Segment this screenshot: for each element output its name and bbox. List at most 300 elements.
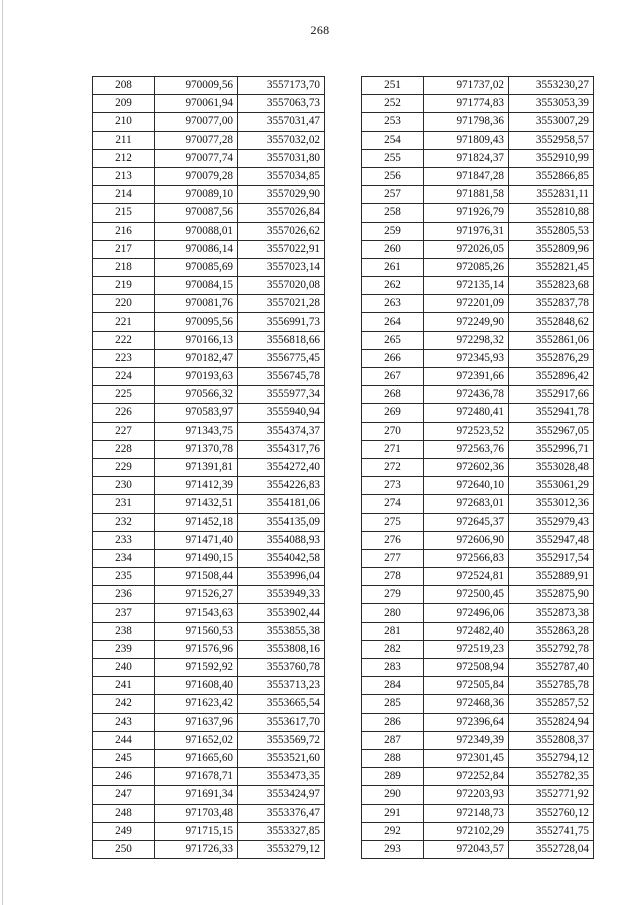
coordinate-y: 3552792,78: [509, 640, 594, 658]
coordinate-x: 970077,00: [155, 113, 238, 131]
point-number: 252: [362, 95, 424, 113]
coordinate-x: 970085,69: [155, 258, 238, 276]
coordinate-y: 3552787,40: [509, 659, 594, 677]
point-number: 229: [93, 458, 155, 476]
table-row: [93, 713, 325, 731]
point-number: 218: [93, 258, 155, 276]
table-row: [362, 77, 594, 95]
table-row: [362, 568, 594, 586]
table-row: [93, 295, 325, 313]
table-row: [362, 677, 594, 695]
point-number: 273: [362, 477, 424, 495]
coordinate-y: 3552857,52: [509, 695, 594, 713]
coordinate-x: 971798,36: [424, 113, 509, 131]
coordinate-y: 3553569,72: [238, 731, 325, 749]
coordinate-x: 972505,84: [424, 677, 509, 695]
coordinate-x: 972148,73: [424, 804, 509, 822]
coordinate-y: 3552821,45: [509, 258, 594, 276]
coordinate-x: 971824,37: [424, 149, 509, 167]
coordinate-x: 972523,52: [424, 422, 509, 440]
coordinate-x: 972135,14: [424, 277, 509, 295]
coordinate-y: 3553424,97: [238, 786, 325, 804]
coordinate-y: 3554181,06: [238, 495, 325, 513]
coordinate-x: 971370,78: [155, 440, 238, 458]
coordinate-y: 3557026,62: [238, 222, 325, 240]
point-number: 277: [362, 549, 424, 567]
point-number: 255: [362, 149, 424, 167]
coordinate-y: 3552875,90: [509, 586, 594, 604]
coordinate-x: 971726,33: [155, 840, 238, 858]
table-row: [93, 513, 325, 531]
coordinate-x: 971412,39: [155, 477, 238, 495]
coordinate-y: 3556818,66: [238, 331, 325, 349]
table-row: [362, 786, 594, 804]
coordinate-y: 3553902,44: [238, 604, 325, 622]
point-number: 223: [93, 349, 155, 367]
coordinate-x: 972436,78: [424, 386, 509, 404]
coordinate-x: 970087,56: [155, 204, 238, 222]
coordinate-x: 972085,26: [424, 258, 509, 276]
coordinate-y: 3553665,54: [238, 695, 325, 713]
point-number: 238: [93, 622, 155, 640]
table-row: [93, 749, 325, 767]
coordinate-x: 971809,43: [424, 131, 509, 149]
table-row: [362, 95, 594, 113]
point-number: 270: [362, 422, 424, 440]
point-number: 284: [362, 677, 424, 695]
table-row: [362, 386, 594, 404]
coordinate-y: 3552876,29: [509, 349, 594, 367]
table-row: [362, 331, 594, 349]
coordinate-x: 971703,48: [155, 804, 238, 822]
point-number: 216: [93, 222, 155, 240]
point-number: 211: [93, 131, 155, 149]
table-row: [362, 368, 594, 386]
point-number: 210: [93, 113, 155, 131]
coordinate-y: 3555977,34: [238, 386, 325, 404]
table-row: [93, 822, 325, 840]
coordinate-y: 3552809,96: [509, 240, 594, 258]
coordinate-y: 3556775,45: [238, 349, 325, 367]
coordinate-y: 3553327,85: [238, 822, 325, 840]
table-row: [362, 204, 594, 222]
point-number: 227: [93, 422, 155, 440]
point-number: 226: [93, 404, 155, 422]
coordinate-y: 3552863,28: [509, 622, 594, 640]
scan-left-edge: [2, 0, 3, 905]
point-number: 264: [362, 313, 424, 331]
table-row: [93, 804, 325, 822]
coordinate-y: 3552810,88: [509, 204, 594, 222]
table-row: [93, 186, 325, 204]
point-number: 213: [93, 167, 155, 185]
table-row: [93, 349, 325, 367]
point-number: 289: [362, 768, 424, 786]
coordinate-y: 3552808,37: [509, 731, 594, 749]
point-number: 279: [362, 586, 424, 604]
point-number: 259: [362, 222, 424, 240]
coordinate-y: 3557032,02: [238, 131, 325, 149]
table-row: [362, 222, 594, 240]
table-row: [362, 604, 594, 622]
table-row: [362, 749, 594, 767]
coordinate-y: 3552979,43: [509, 513, 594, 531]
coordinate-y: 3552910,99: [509, 149, 594, 167]
coordinate-x: 970088,01: [155, 222, 238, 240]
coordinate-y: 3554135,09: [238, 513, 325, 531]
coordinate-x: 971847,28: [424, 167, 509, 185]
point-number: 248: [93, 804, 155, 822]
coordinate-y: 3553760,78: [238, 659, 325, 677]
table-row: [93, 495, 325, 513]
table-row: [362, 513, 594, 531]
table-row: [362, 349, 594, 367]
point-number: 221: [93, 313, 155, 331]
point-number: 256: [362, 167, 424, 185]
coordinate-x: 970182,47: [155, 349, 238, 367]
coordinate-y: 3552896,42: [509, 368, 594, 386]
table-row: [362, 186, 594, 204]
coordinate-x: 971652,02: [155, 731, 238, 749]
coordinate-y: 3553808,16: [238, 640, 325, 658]
coordinate-y: 3554272,40: [238, 458, 325, 476]
coordinate-x: 972203,93: [424, 786, 509, 804]
point-number: 291: [362, 804, 424, 822]
point-number: 215: [93, 204, 155, 222]
coordinate-y: 3552947,48: [509, 531, 594, 549]
point-number: 287: [362, 731, 424, 749]
coordinate-x: 972102,29: [424, 822, 509, 840]
point-number: 286: [362, 713, 424, 731]
table-row: [362, 240, 594, 258]
coordinate-y: 3552917,54: [509, 549, 594, 567]
coordinate-y: 3552741,75: [509, 822, 594, 840]
coordinate-x: 971926,79: [424, 204, 509, 222]
coordinate-y: 3554226,83: [238, 477, 325, 495]
point-number: 247: [93, 786, 155, 804]
coordinate-x: 972252,84: [424, 768, 509, 786]
coordinate-x: 972566,83: [424, 549, 509, 567]
table-row: [93, 477, 325, 495]
coordinate-x: 972201,09: [424, 295, 509, 313]
coordinate-x: 971608,40: [155, 677, 238, 695]
table-row: [362, 531, 594, 549]
coordinate-y: 3557034,85: [238, 167, 325, 185]
table-row: [93, 386, 325, 404]
point-number: 242: [93, 695, 155, 713]
coordinate-x: 970089,10: [155, 186, 238, 204]
table-row: [93, 549, 325, 567]
table-row: [362, 258, 594, 276]
table-row: [93, 313, 325, 331]
coordinate-x: 972026,05: [424, 240, 509, 258]
coordinate-x: 971715,15: [155, 822, 238, 840]
table-row: [93, 695, 325, 713]
coordinate-x: 972298,32: [424, 331, 509, 349]
coordinate-y: 3552771,92: [509, 786, 594, 804]
coordinate-y: 3552785,78: [509, 677, 594, 695]
point-number: 243: [93, 713, 155, 731]
coordinate-y: 3557021,28: [238, 295, 325, 313]
point-number: 217: [93, 240, 155, 258]
coordinate-x: 971490,15: [155, 549, 238, 567]
point-number: 228: [93, 440, 155, 458]
point-number: 271: [362, 440, 424, 458]
coordinate-y: 3553996,04: [238, 568, 325, 586]
coordinate-x: 970084,15: [155, 277, 238, 295]
coordinate-x: 970166,13: [155, 331, 238, 349]
table-row: [362, 640, 594, 658]
table-row: [93, 640, 325, 658]
point-number: 209: [93, 95, 155, 113]
table-row: [362, 804, 594, 822]
point-number: 220: [93, 295, 155, 313]
coordinate-y: 3552941,78: [509, 404, 594, 422]
coordinate-y: 3553949,33: [238, 586, 325, 604]
point-number: 225: [93, 386, 155, 404]
point-number: 278: [362, 568, 424, 586]
coordinate-x: 972524,81: [424, 568, 509, 586]
coordinate-x: 970079,28: [155, 167, 238, 185]
point-number: 292: [362, 822, 424, 840]
point-number: 230: [93, 477, 155, 495]
table-row: [93, 77, 325, 95]
coordinate-y: 3553473,35: [238, 768, 325, 786]
point-number: 212: [93, 149, 155, 167]
table-row: [362, 149, 594, 167]
point-number: 231: [93, 495, 155, 513]
coordinate-x: 970095,56: [155, 313, 238, 331]
coordinate-y: 3557026,84: [238, 204, 325, 222]
coordinate-x: 972606,90: [424, 531, 509, 549]
coordinate-x: 971637,96: [155, 713, 238, 731]
point-number: 237: [93, 604, 155, 622]
coordinate-y: 3553855,38: [238, 622, 325, 640]
coordinate-x: 971737,02: [424, 77, 509, 95]
coordinate-y: 3553376,47: [238, 804, 325, 822]
coordinate-y: 3552823,68: [509, 277, 594, 295]
table-row: [93, 113, 325, 131]
table-row: [362, 404, 594, 422]
table-row: [362, 549, 594, 567]
point-number: 244: [93, 731, 155, 749]
coordinate-y: 3554088,93: [238, 531, 325, 549]
coordinate-x: 972349,39: [424, 731, 509, 749]
coordinate-y: 3552837,78: [509, 295, 594, 313]
table-row: [362, 586, 594, 604]
coordinate-x: 971976,31: [424, 222, 509, 240]
coordinate-y: 3553028,48: [509, 458, 594, 476]
coordinate-y: 3557029,90: [238, 186, 325, 204]
coordinate-y: 3552873,38: [509, 604, 594, 622]
table-row: [362, 167, 594, 185]
coordinate-x: 972683,01: [424, 495, 509, 513]
coordinate-y: 3554317,76: [238, 440, 325, 458]
point-number: 245: [93, 749, 155, 767]
point-number: 260: [362, 240, 424, 258]
table-row: [362, 313, 594, 331]
coordinate-y: 3556991,73: [238, 313, 325, 331]
coordinate-x: 972519,23: [424, 640, 509, 658]
point-number: 224: [93, 368, 155, 386]
coordinate-x: 971508,44: [155, 568, 238, 586]
point-number: 232: [93, 513, 155, 531]
point-number: 233: [93, 531, 155, 549]
table-row: [362, 440, 594, 458]
coordinate-x: 971881,58: [424, 186, 509, 204]
page-number: 268: [310, 23, 330, 37]
coordinate-y: 3553279,12: [238, 840, 325, 858]
table-row: [93, 677, 325, 695]
point-number: 263: [362, 295, 424, 313]
coordinate-x: 970566,32: [155, 386, 238, 404]
table-row: [93, 204, 325, 222]
table-row: [362, 477, 594, 495]
coordinate-y: 3557023,14: [238, 258, 325, 276]
point-number: 293: [362, 840, 424, 858]
coordinate-y: 3552794,12: [509, 749, 594, 767]
point-number: 253: [362, 113, 424, 131]
point-number: 241: [93, 677, 155, 695]
coordinate-x: 971526,27: [155, 586, 238, 604]
coordinate-x: 971471,40: [155, 531, 238, 549]
coordinate-y: 3557022,91: [238, 240, 325, 258]
table-row: [93, 240, 325, 258]
table-row: [362, 131, 594, 149]
coordinate-x: 972043,57: [424, 840, 509, 858]
coordinate-y: 3552958,57: [509, 131, 594, 149]
point-number: 214: [93, 186, 155, 204]
coordinate-x: 971391,81: [155, 458, 238, 476]
table-row: [93, 422, 325, 440]
coordinate-x: 972480,41: [424, 404, 509, 422]
point-number: 246: [93, 768, 155, 786]
point-number: 283: [362, 659, 424, 677]
coordinate-x: 971774,83: [424, 95, 509, 113]
coordinate-y: 3552824,94: [509, 713, 594, 731]
table-row: [93, 258, 325, 276]
point-number: 272: [362, 458, 424, 476]
point-number: 266: [362, 349, 424, 367]
coordinate-x: 972508,94: [424, 659, 509, 677]
point-number: 257: [362, 186, 424, 204]
coordinate-x: 972602,36: [424, 458, 509, 476]
point-number: 262: [362, 277, 424, 295]
point-number: 236: [93, 586, 155, 604]
point-number: 251: [362, 77, 424, 95]
coordinate-x: 972396,64: [424, 713, 509, 731]
coordinate-x: 972645,37: [424, 513, 509, 531]
point-number: 274: [362, 495, 424, 513]
table-row: [93, 568, 325, 586]
coordinate-y: 3554042,58: [238, 549, 325, 567]
table-row: [93, 768, 325, 786]
table-row: [93, 786, 325, 804]
point-number: 281: [362, 622, 424, 640]
point-number: 276: [362, 531, 424, 549]
coordinate-x: 971560,53: [155, 622, 238, 640]
coordinate-y: 3552728,04: [509, 840, 594, 858]
table-row: [93, 440, 325, 458]
table-row: [362, 622, 594, 640]
point-number: 288: [362, 749, 424, 767]
table-row: [93, 659, 325, 677]
coordinate-y: 3553061,29: [509, 477, 594, 495]
table-row: [362, 277, 594, 295]
coordinate-x: 970583,97: [155, 404, 238, 422]
point-number: 269: [362, 404, 424, 422]
coordinate-y: 3557173,70: [238, 77, 325, 95]
coordinate-y: 3557031,80: [238, 149, 325, 167]
point-number: 282: [362, 640, 424, 658]
point-number: 240: [93, 659, 155, 677]
table-row: [93, 840, 325, 858]
coordinate-y: 3557063,73: [238, 95, 325, 113]
coordinate-x: 972345,93: [424, 349, 509, 367]
coordinate-x: 970009,56: [155, 77, 238, 95]
point-number: 239: [93, 640, 155, 658]
coordinate-x: 970077,74: [155, 149, 238, 167]
table-row: [362, 768, 594, 786]
table-row: [362, 495, 594, 513]
coordinate-y: 3556745,78: [238, 368, 325, 386]
coordinate-x: 971691,34: [155, 786, 238, 804]
coordinate-x: 972496,06: [424, 604, 509, 622]
table-row: [93, 458, 325, 476]
table-row: [93, 731, 325, 749]
coordinate-y: 3553713,23: [238, 677, 325, 695]
point-number: 249: [93, 822, 155, 840]
table-row: [93, 604, 325, 622]
coordinate-y: 3555940,94: [238, 404, 325, 422]
coordinate-y: 3552889,91: [509, 568, 594, 586]
table-row: [362, 713, 594, 731]
table-row: [362, 295, 594, 313]
coordinate-x: 970061,94: [155, 95, 238, 113]
coordinate-y: 3553007,29: [509, 113, 594, 131]
coordinate-y: 3552996,71: [509, 440, 594, 458]
table-row: [362, 695, 594, 713]
coordinate-y: 3553053,39: [509, 95, 594, 113]
left-table-body: [93, 77, 325, 859]
point-number: 254: [362, 131, 424, 149]
point-number: 290: [362, 786, 424, 804]
table-row: [362, 659, 594, 677]
coordinate-x: 971678,71: [155, 768, 238, 786]
coordinate-x: 971623,42: [155, 695, 238, 713]
table-row: [362, 422, 594, 440]
coordinate-x: 972500,45: [424, 586, 509, 604]
coordinate-x: 972563,76: [424, 440, 509, 458]
coordinate-y: 3553230,27: [509, 77, 594, 95]
table-row: [93, 95, 325, 113]
table-row: [362, 458, 594, 476]
coordinate-y: 3552861,06: [509, 331, 594, 349]
table-row: [93, 222, 325, 240]
coordinate-x: 970077,28: [155, 131, 238, 149]
point-number: 275: [362, 513, 424, 531]
coordinate-x: 971343,75: [155, 422, 238, 440]
table-row: [93, 149, 325, 167]
coordinate-y: 3557031,47: [238, 113, 325, 131]
coordinate-y: 3557020,08: [238, 277, 325, 295]
coordinate-y: 3552967,05: [509, 422, 594, 440]
table-row: [93, 404, 325, 422]
table-row: [93, 131, 325, 149]
coordinate-y: 3552866,85: [509, 167, 594, 185]
coordinate-x: 972249,90: [424, 313, 509, 331]
point-number: 267: [362, 368, 424, 386]
